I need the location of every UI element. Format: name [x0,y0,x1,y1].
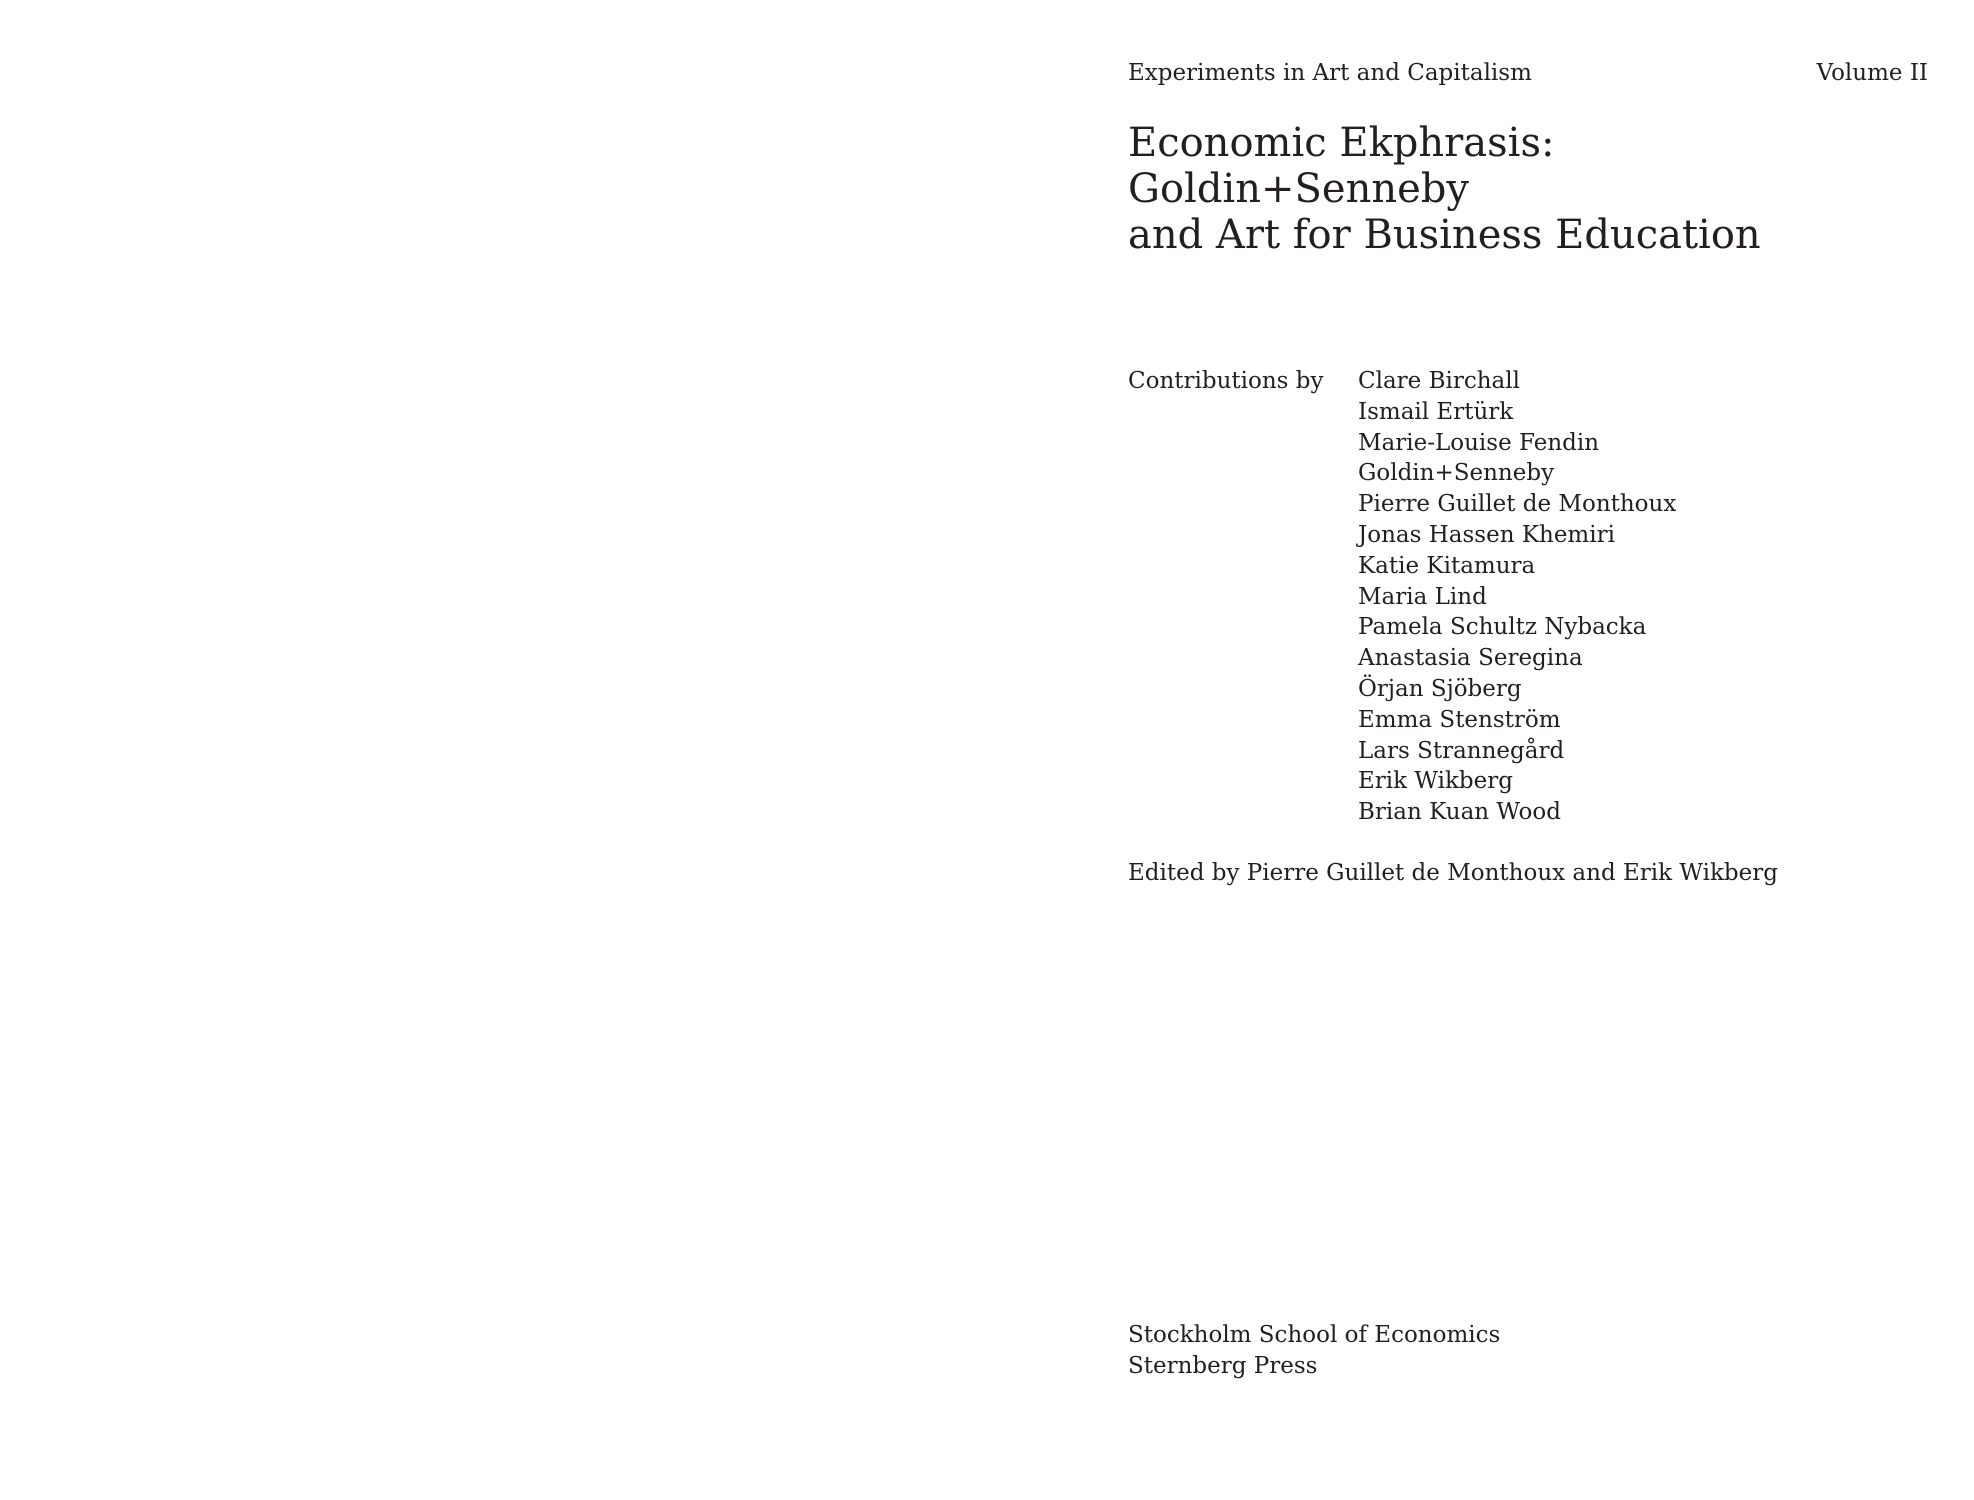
contributor-name: Pierre Guillet de Monthoux [1358,491,1677,518]
contributor-name: Örjan Sjöberg [1358,675,1522,702]
contributor-name: Maria Lind [1358,583,1487,610]
book-title-line: Goldin+Senneby [1128,166,1469,212]
series-title: Experiments in Art and Capitalism [1128,60,1532,86]
contributor-name: Jonas Hassen Khemiri [1358,521,1615,548]
book-title [1128,120,1761,258]
contributors-list [1358,366,1676,828]
contributor-name: Lars Strannegård [1358,737,1565,764]
publisher-name: Stockholm School of Economics [1128,1322,1501,1348]
book-title-line: and Art for Business Education [1128,212,1761,258]
volume-number: Volume II [1816,60,1928,86]
publisher-name: Sternberg Press [1128,1352,1318,1379]
contributor-name: Goldin+Senneby [1358,460,1555,487]
contributor-name: Emma Stenström [1358,706,1561,733]
contributor-name: Katie Kitamura [1358,552,1536,579]
publishers-block [1128,1320,1500,1382]
contributor-name: Pamela Schultz Nybacka [1358,614,1647,641]
contributor-name: Brian Kuan Wood [1358,799,1561,826]
contributor-name: Anastasia Seregina [1358,645,1583,672]
contributor-name: Marie-Louise Fendin [1358,429,1600,456]
contributions-label: Contributions by [1128,368,1324,394]
contributor-name: Erik Wikberg [1358,768,1513,795]
contributor-name: Clare Birchall [1358,368,1520,394]
book-title-line: Economic Ekphrasis: [1128,120,1555,166]
contributor-name: Ismail Ertürk [1358,398,1514,425]
title-page [987,0,1974,1500]
editors-line: Edited by Pierre Guillet de Monthoux and Erik Wikberg [1128,860,1778,886]
